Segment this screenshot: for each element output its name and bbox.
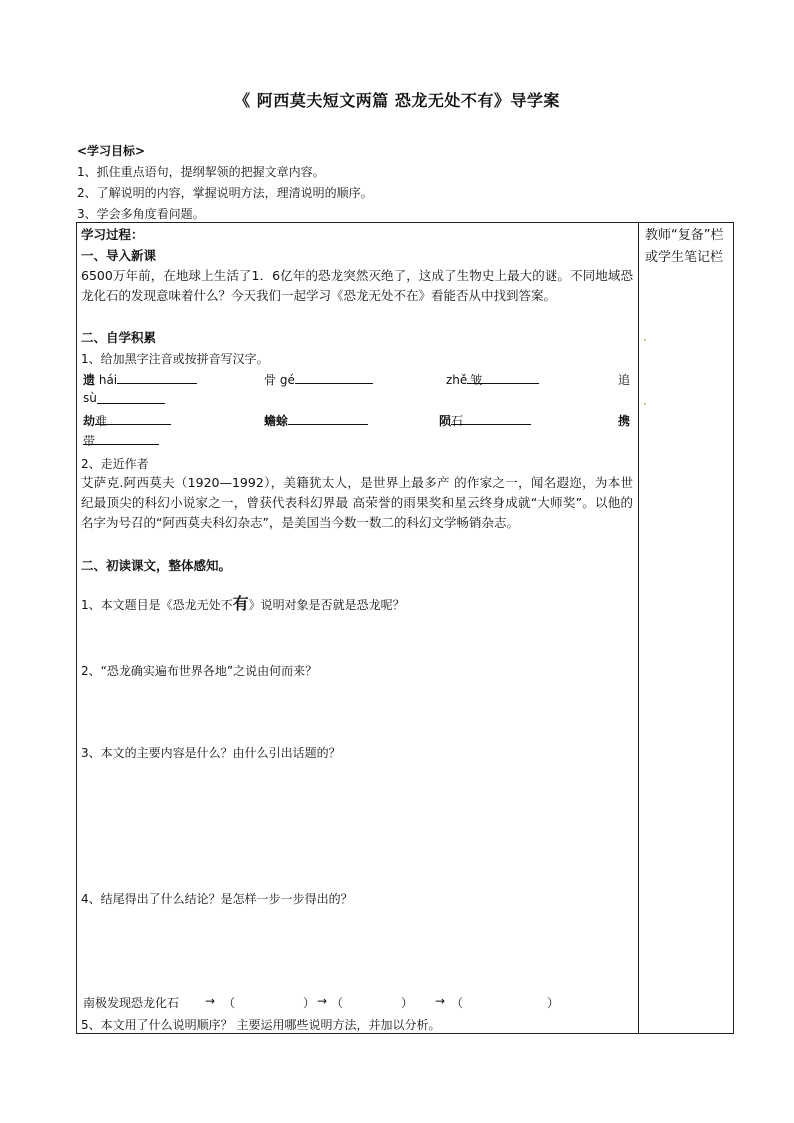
answer-blank[interactable] — [83, 432, 159, 445]
arrow-icon: → — [435, 994, 446, 1008]
section-self-study-heading: 二、自学积累 — [81, 330, 157, 345]
vocab-char: 带 — [83, 434, 96, 448]
question-3: 3、本文的主要内容是什么？由什么引出话题的？ — [81, 746, 341, 760]
chain-close-paren: ） — [401, 996, 414, 1010]
question-2: 2、“恐龙确实遍布世界各地”之说由何而来？ — [81, 664, 318, 678]
vocab-char: 难 — [95, 414, 108, 428]
vocab-pinyin: zhě — [446, 373, 468, 387]
chain-open-paren: （ — [223, 996, 236, 1010]
main-column — [81, 223, 633, 1033]
chain-close-paren: ） — [303, 996, 316, 1010]
vocab-row — [81, 371, 633, 391]
vocab-char: 携 — [618, 414, 631, 428]
vocab-row — [81, 432, 633, 452]
objectives-heading: <学习目标> — [77, 144, 146, 158]
dot-mark: · — [643, 397, 647, 411]
chain-start: 南极发现恐龙化石 — [83, 996, 180, 1010]
learning-objectives — [77, 141, 697, 225]
document-title: 《 阿西莫夫短文两篇 恐龙无处不有》导学案 — [234, 91, 560, 110]
section-intro-heading: 一、导入新课 — [81, 248, 157, 263]
objective-item: 3、学会多角度看问题。 — [77, 207, 205, 221]
question-4: 4、结尾得出了什么结论？是怎样一步一步得出的？ — [81, 892, 353, 906]
question-emphasis: 有 — [232, 594, 249, 613]
arrow-icon: → — [317, 994, 328, 1008]
process-label: 学习过程： — [81, 227, 144, 242]
vocab-pinyin: sù — [83, 391, 97, 405]
dot-mark: · — [643, 333, 647, 347]
vocab-char: 皱 — [470, 373, 483, 387]
question-1 — [81, 591, 405, 614]
notes-column: 教师“复备”栏或学生笔记栏 — [645, 228, 724, 265]
answer-blank[interactable] — [451, 412, 531, 425]
vocab-char: 蟾蜍 — [264, 414, 289, 428]
vocab-char: 骨 — [264, 373, 277, 387]
vocab-row — [81, 391, 633, 411]
vocab-row — [81, 412, 633, 432]
task-pinyin-instruction: 1、给加黑字注音或按拼音写汉字。 — [81, 352, 269, 366]
vocab-char: 遗 — [83, 373, 96, 387]
vocab-pinyin: hái — [98, 373, 118, 387]
answer-blank[interactable] — [97, 391, 165, 404]
question-text: 1、本文题目是《恐龙无处不 — [81, 598, 233, 612]
task-author-heading: 2、走近作者 — [81, 457, 149, 471]
section-first-reading-heading: 二、初读课文，整体感知。 — [81, 558, 232, 573]
answer-blank[interactable] — [295, 371, 373, 384]
answer-blank[interactable] — [117, 371, 197, 384]
vocab-pinyin: gé — [279, 373, 295, 387]
chain-open-paren: （ — [451, 996, 464, 1010]
answer-blank[interactable] — [467, 371, 539, 384]
intro-paragraph: 6500万年前，在地球上生活了1．6亿年的恐龙突然灭绝了，这成了生物史上最大的谜。不同地域恐龙化石的发现意味着什么？今天我们一起学习《恐龙无处不在》看能否从中找到答案。 — [81, 268, 633, 303]
objective-item: 1、抓住重点语句，提纲挈领的把握文章内容。 — [77, 165, 325, 179]
chain-close-paren: ） — [547, 996, 560, 1010]
question-5: 5、本文用了什么说明顺序？ 主要运用哪些说明方法，并加以分析。 — [81, 1018, 441, 1032]
study-table — [76, 222, 734, 1034]
answer-blank[interactable] — [288, 412, 368, 425]
vocab-char: 追 — [618, 373, 631, 387]
inference-chain — [81, 994, 633, 1014]
arrow-icon: → — [205, 994, 216, 1008]
objective-item: 2、了解说明的内容，掌握说明方法，理清说明的顺序。 — [77, 186, 373, 200]
answer-blank[interactable] — [95, 412, 171, 425]
chain-open-paren: （ — [331, 996, 344, 1010]
vocab-char: 陨 — [439, 414, 452, 428]
question-text: 》说明对象是否就是恐龙呢？ — [248, 598, 405, 612]
column-divider — [638, 223, 639, 1033]
vocab-char: 石 — [451, 414, 464, 428]
vocab-char: 劫 — [83, 414, 96, 428]
author-paragraph: 艾萨克.阿西莫夫（1920—1992），美籍犹太人，是世界上最多产 的作家之一，闻名遐迩，为本世纪最顶尖的科幻小说家之一，曾获代表科幻界最 高荣誉的雨果奖和星云终身成就“大师奖”。以他的名字为号召的“阿西莫夫科幻杂志”，是美国当今数一数二的科幻文学畅销杂志。 — [81, 475, 633, 530]
